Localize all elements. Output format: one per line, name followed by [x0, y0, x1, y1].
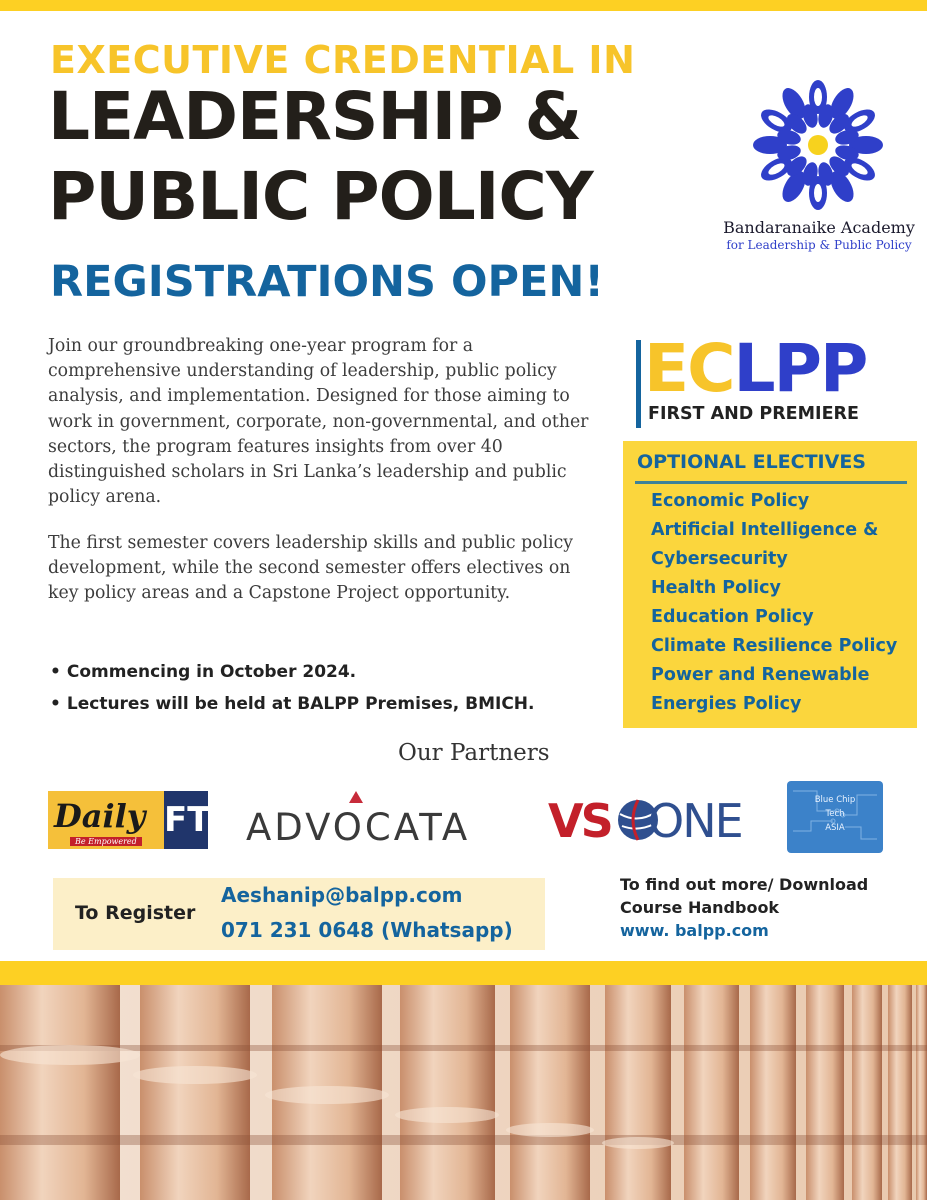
title-line-1: LEADERSHIP & — [48, 78, 582, 155]
intro-paragraph-1: Join our groundbreaking one-year program for a comprehensive understanding of leadership, public policy analysis, and implementation. Designed for those aiming to work in government, corporate, non-governmental, and other sectors, the program features insights from over 40 distinguished scholars in Sri Lanka’s leadership and public policy arena. — [48, 336, 589, 508]
highlight-item: • Commencing in October 2024. — [50, 656, 534, 688]
vsone-logo — [548, 788, 742, 854]
elective-item: Cybersecurity — [651, 549, 788, 569]
website-link[interactable]: www. balpp.com — [620, 921, 769, 940]
register-email-link[interactable]: Aeshanip@balpp.com — [221, 883, 463, 907]
bluechip-line-3: ASIA — [825, 823, 845, 833]
electives-list — [651, 487, 897, 719]
elective-item: Health Policy — [651, 578, 781, 598]
more-info-line-2: Course Handbook — [620, 898, 780, 917]
electives-box — [623, 441, 917, 728]
bluechip-line-1: Blue Chip — [814, 795, 856, 805]
more-info-line-1: To find out more/ Download — [620, 875, 869, 894]
advocata-caret-icon — [349, 791, 363, 803]
highlight-item: • Lectures will be held at BALPP Premises, BMICH. — [50, 688, 534, 720]
dailyft-logo — [48, 791, 211, 849]
columns-photo — [0, 985, 927, 1200]
badge-letter-c: C — [687, 330, 734, 407]
advocata-logo: ADVOCATA — [246, 806, 471, 849]
bluechip-logo — [787, 781, 883, 853]
eclpp-wordmark — [644, 330, 867, 407]
academy-name: Bandaranaike Academy — [723, 218, 915, 237]
badge-letters-lpp: LPP — [733, 330, 867, 407]
elective-item: Energies Policy — [651, 694, 802, 714]
register-box — [53, 878, 545, 950]
more-info-block — [620, 873, 868, 942]
dailyft-tagline: Be Empowered — [70, 837, 142, 846]
elective-item: Climate Resilience Policy — [651, 636, 898, 656]
top-accent-bar — [0, 0, 927, 11]
title-kicker: EXECUTIVE CREDENTIAL IN — [50, 38, 636, 82]
vsone-one: ONE — [648, 794, 742, 848]
elective-item: Economic Policy — [651, 491, 810, 511]
elective-item: Artificial Intelligence & — [651, 520, 879, 540]
dailyft-daily: Daily — [54, 797, 146, 835]
electives-divider — [635, 481, 907, 484]
academy-subtitle: for Leadership & Public Policy — [726, 238, 912, 252]
intro-paragraph-2: The first semester covers leadership skills and public policy development, while the second semester offers electives on key policy areas and a Capstone Project opportunity. — [48, 533, 574, 604]
badge-letter-e: E — [644, 330, 688, 407]
title-line-2: PUBLIC POLICY — [48, 158, 593, 235]
partners-heading: Our Partners — [398, 740, 550, 766]
elective-item: Power and Renewable — [651, 665, 870, 685]
badge-accent-bar — [636, 340, 641, 428]
dailyft-ft: FT — [164, 791, 208, 849]
eclpp-badge — [636, 330, 906, 430]
elective-item: Education Policy — [651, 607, 814, 627]
vsone-vs: VS — [548, 794, 611, 848]
lotus-logo-icon — [748, 75, 888, 215]
highlights-list — [50, 656, 534, 720]
electives-heading: OPTIONAL ELECTIVES — [637, 451, 866, 473]
badge-tagline: FIRST AND PREMIERE — [648, 404, 859, 424]
bluechip-line-2: Tech — [825, 809, 845, 819]
bottom-accent-bar — [0, 961, 927, 985]
register-phone-link[interactable]: 071 231 0648 (Whatsapp) — [221, 918, 513, 942]
register-label: To Register — [75, 902, 196, 924]
registrations-open-heading: REGISTRATIONS OPEN! — [50, 257, 604, 307]
